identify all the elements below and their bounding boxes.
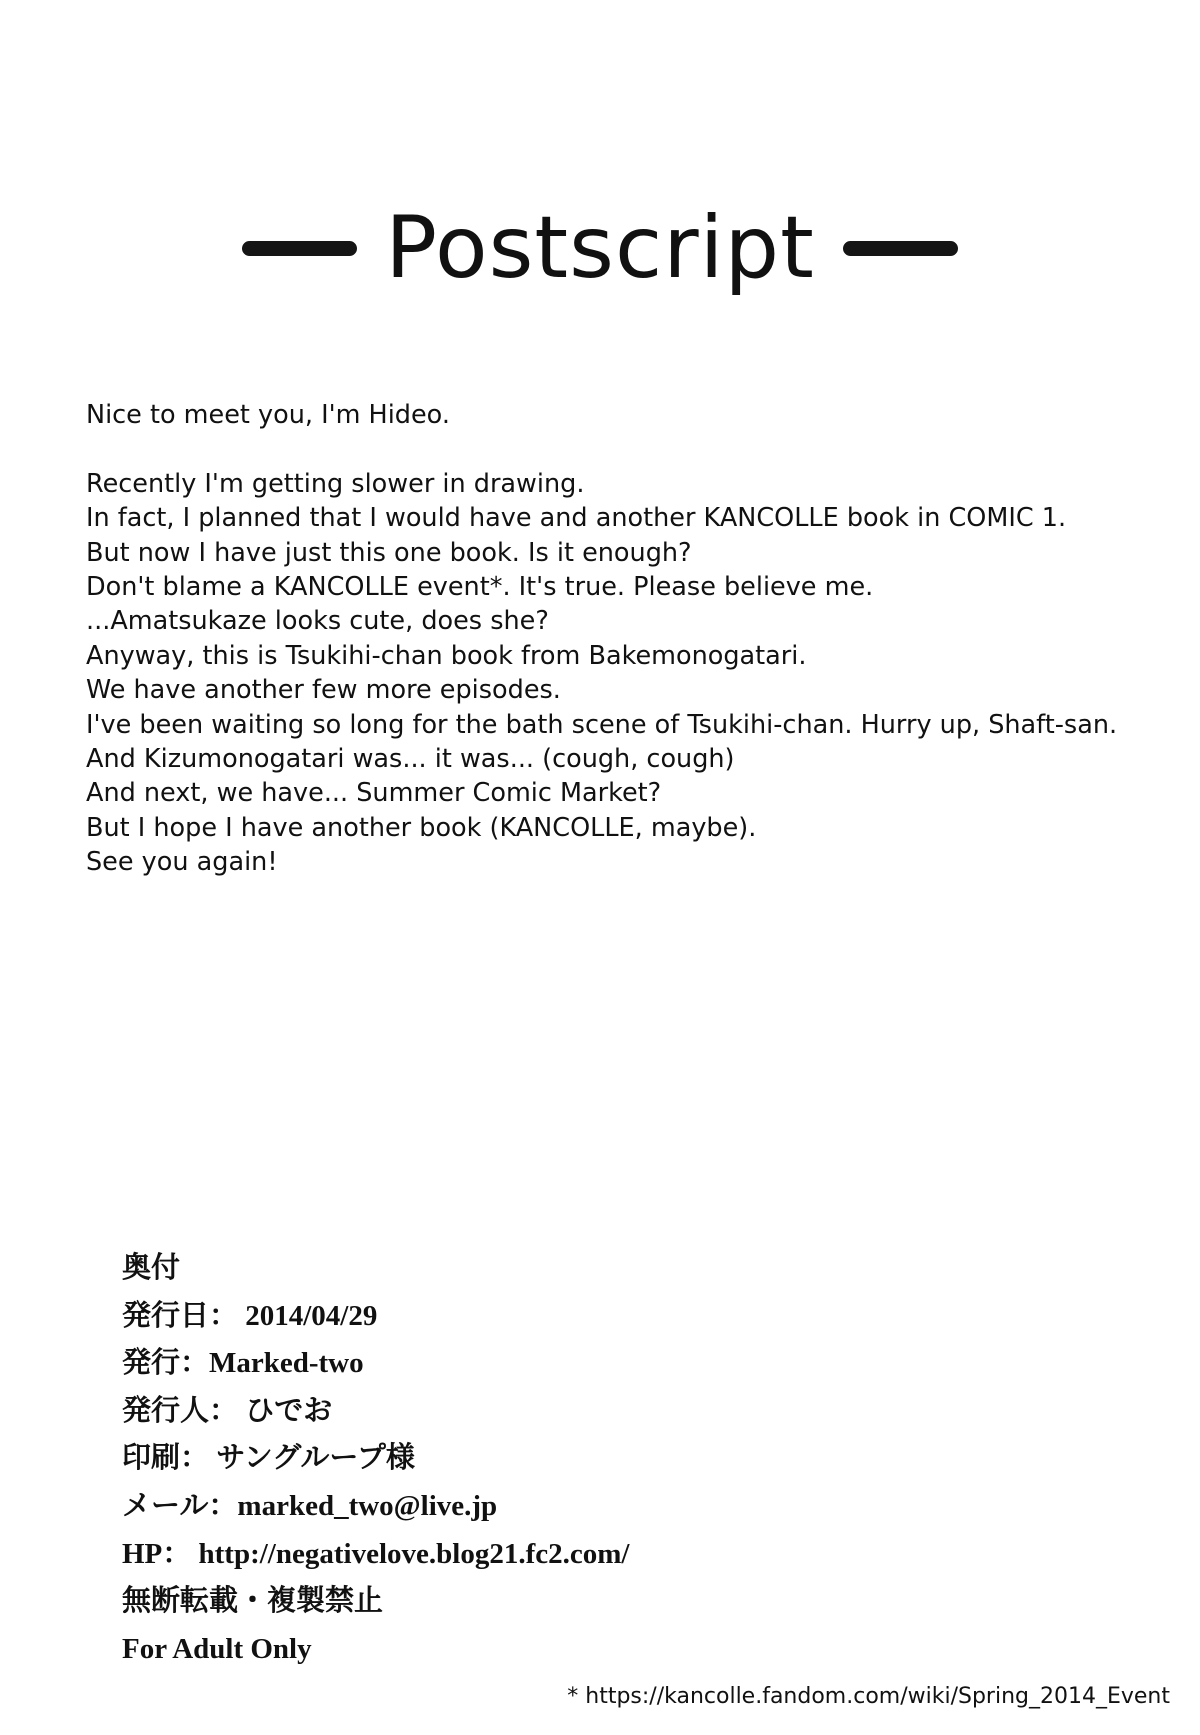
colophon-publisher: 発行：Marked-two [122, 1347, 364, 1380]
body-line: Don't blame a KANCOLLE event*. It's true. Please believe me. [86, 572, 874, 603]
colophon-printer: 印刷： サングループ様 [122, 1442, 415, 1475]
right-dash [843, 241, 958, 256]
body-line: Recently I'm getting slower in drawing. [86, 468, 585, 499]
colophon [122, 1245, 629, 1673]
postscript-heading [0, 198, 1200, 298]
body-line: I've been waiting so long for the bath scene of Tsukihi-chan. Hurry up, Shaft-san. [86, 709, 1118, 740]
body-line: Anyway, this is Tsukihi-chan book from Bakemonogatari. [86, 640, 807, 671]
colophon-copyright-notice: 無断転載・複製禁止 [122, 1585, 384, 1618]
colophon-homepage: HP： http://negativelove.blog21.fc2.com/ [122, 1537, 630, 1570]
page-title: Postscript [385, 198, 815, 298]
colophon-author: 発行人： ひでお [122, 1394, 333, 1427]
body-line: And next, we have... Summer Comic Market? [86, 778, 662, 809]
body-line: We have another few more episodes. [86, 675, 561, 706]
footnote: * https://kancolle.fandom.com/wiki/Spring_2014_Event [567, 1684, 1170, 1709]
greeting-line: Nice to meet you, I'm Hideo. [86, 400, 450, 430]
body-line: In fact, I planned that I would have and another KANCOLLE book in COMIC 1. [86, 503, 1067, 534]
body-line: But I hope I have another book (KANCOLLE, maybe). [86, 812, 757, 843]
colophon-email: メール：marked_two@live.jp [122, 1489, 498, 1522]
colophon-adult-notice: For Adult Only [122, 1632, 312, 1665]
postscript-body [86, 398, 1186, 880]
colophon-heading: 奥付 [122, 1252, 181, 1284]
body-line: And Kizumonogatari was... it was... (cough, cough) [86, 744, 735, 775]
left-dash [242, 241, 357, 256]
body-line: ...Amatsukaze looks cute, does she? [86, 606, 549, 637]
body-line: But now I have just this one book. Is it enough? [86, 537, 692, 568]
body-line: See you again! [86, 847, 278, 878]
colophon-publish-date: 発行日： 2014/04/29 [122, 1299, 378, 1332]
